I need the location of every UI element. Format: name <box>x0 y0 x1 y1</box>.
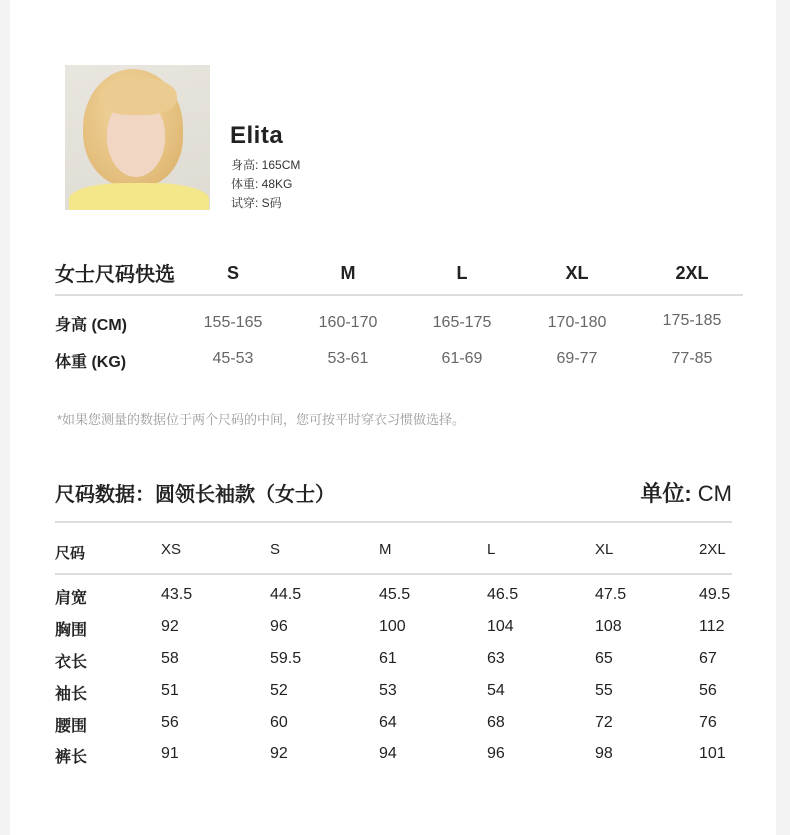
quick-size-header: M <box>340 263 356 283</box>
quick-cell: 45-53 <box>212 350 254 367</box>
quick-cell: 77-85 <box>671 350 713 367</box>
table-cell: 91 <box>161 745 179 762</box>
size-chart-title: 尺码数据：圆领长袖款（女士） <box>55 484 335 506</box>
table-header-size: M <box>379 541 392 558</box>
table-cell: 92 <box>161 618 179 635</box>
model-weight: 体重: 48KG <box>231 177 293 191</box>
table-cell: 53 <box>379 682 397 699</box>
quick-row-label: 体重 (KG) <box>55 354 127 371</box>
table-row-label: 衣长 <box>55 654 88 671</box>
table-cell: 44.5 <box>270 586 302 603</box>
table-header-label: 尺码 <box>55 545 86 562</box>
quick-guide-title: 女士尺码快选 <box>55 264 175 286</box>
table-cell: 98 <box>595 745 613 762</box>
quick-cell: 155-165 <box>203 314 263 331</box>
table-cell: 58 <box>161 650 179 667</box>
model-photo <box>65 65 210 210</box>
unit-label-text: 单位: <box>640 481 692 506</box>
table-header-size: 2XL <box>699 541 726 558</box>
table-row-label: 袖长 <box>55 686 88 703</box>
quick-size-header: XL <box>565 263 589 283</box>
table-cell: 45.5 <box>379 586 411 603</box>
table-cell: 51 <box>161 682 179 699</box>
table-cell: 101 <box>699 745 726 762</box>
table-cell: 92 <box>270 745 288 762</box>
quick-cell: 170-180 <box>547 314 607 331</box>
table-cell: 55 <box>595 682 613 699</box>
quick-cell: 160-170 <box>318 314 378 331</box>
quick-cell: 165-175 <box>432 314 492 331</box>
table-cell: 96 <box>487 745 505 762</box>
model-fitting-size: 试穿: S码 <box>231 196 282 210</box>
model-height: 身高: 165CM <box>231 158 301 172</box>
table-cell: 104 <box>487 618 514 635</box>
quick-cell: 69-77 <box>556 350 598 367</box>
table-cell: 65 <box>595 650 613 667</box>
table-cell: 49.5 <box>699 586 731 603</box>
table-cell: 61 <box>379 650 397 667</box>
table-header-size: XS <box>161 541 182 558</box>
quick-cell: 61-69 <box>441 350 483 367</box>
table-cell: 94 <box>379 745 397 762</box>
table-row-label: 胸围 <box>55 622 88 639</box>
quick-size-header: 2XL <box>675 263 709 283</box>
table-cell: 47.5 <box>595 586 627 603</box>
table-cell: 112 <box>699 618 725 635</box>
model-name: Elita <box>230 122 284 149</box>
table-cell: 43.5 <box>161 586 193 603</box>
quick-size-header: L <box>456 263 468 283</box>
quick-cell: 175-185 <box>662 312 722 329</box>
table-cell: 76 <box>699 714 717 731</box>
table-row-label: 腰围 <box>55 718 88 735</box>
unit-label <box>640 477 732 508</box>
divider <box>55 294 743 296</box>
table-cell: 68 <box>487 714 505 731</box>
table-cell: 67 <box>699 650 717 667</box>
size-selection-note: *如果您测量的数据位于两个尺码的中间，您可按平时穿衣习惯做选择。 <box>57 412 466 427</box>
table-cell: 108 <box>595 618 622 635</box>
table-cell: 56 <box>161 714 179 731</box>
table-cell: 100 <box>379 618 406 635</box>
table-cell: 46.5 <box>487 586 519 603</box>
table-cell: 59.5 <box>270 650 302 667</box>
quick-cell: 53-61 <box>327 350 369 367</box>
table-header-size: XL <box>595 541 614 558</box>
table-cell: 63 <box>487 650 505 667</box>
quick-size-header: S <box>226 263 239 283</box>
table-cell: 52 <box>270 682 288 699</box>
table-cell: 64 <box>379 714 397 731</box>
unit-value: CM <box>697 481 732 506</box>
table-header-size: S <box>270 541 281 558</box>
table-cell: 56 <box>699 682 717 699</box>
table-cell: 96 <box>270 618 288 635</box>
quick-row-label: 身高 (CM) <box>55 317 127 334</box>
table-row-label: 裤长 <box>55 749 88 766</box>
table-row-label: 肩宽 <box>55 590 88 607</box>
divider <box>55 521 732 523</box>
divider <box>55 573 732 575</box>
table-header-size: L <box>487 541 496 558</box>
table-cell: 60 <box>270 714 288 731</box>
size-guide-page <box>10 0 776 835</box>
table-cell: 72 <box>595 714 613 731</box>
table-cell: 54 <box>487 682 505 699</box>
